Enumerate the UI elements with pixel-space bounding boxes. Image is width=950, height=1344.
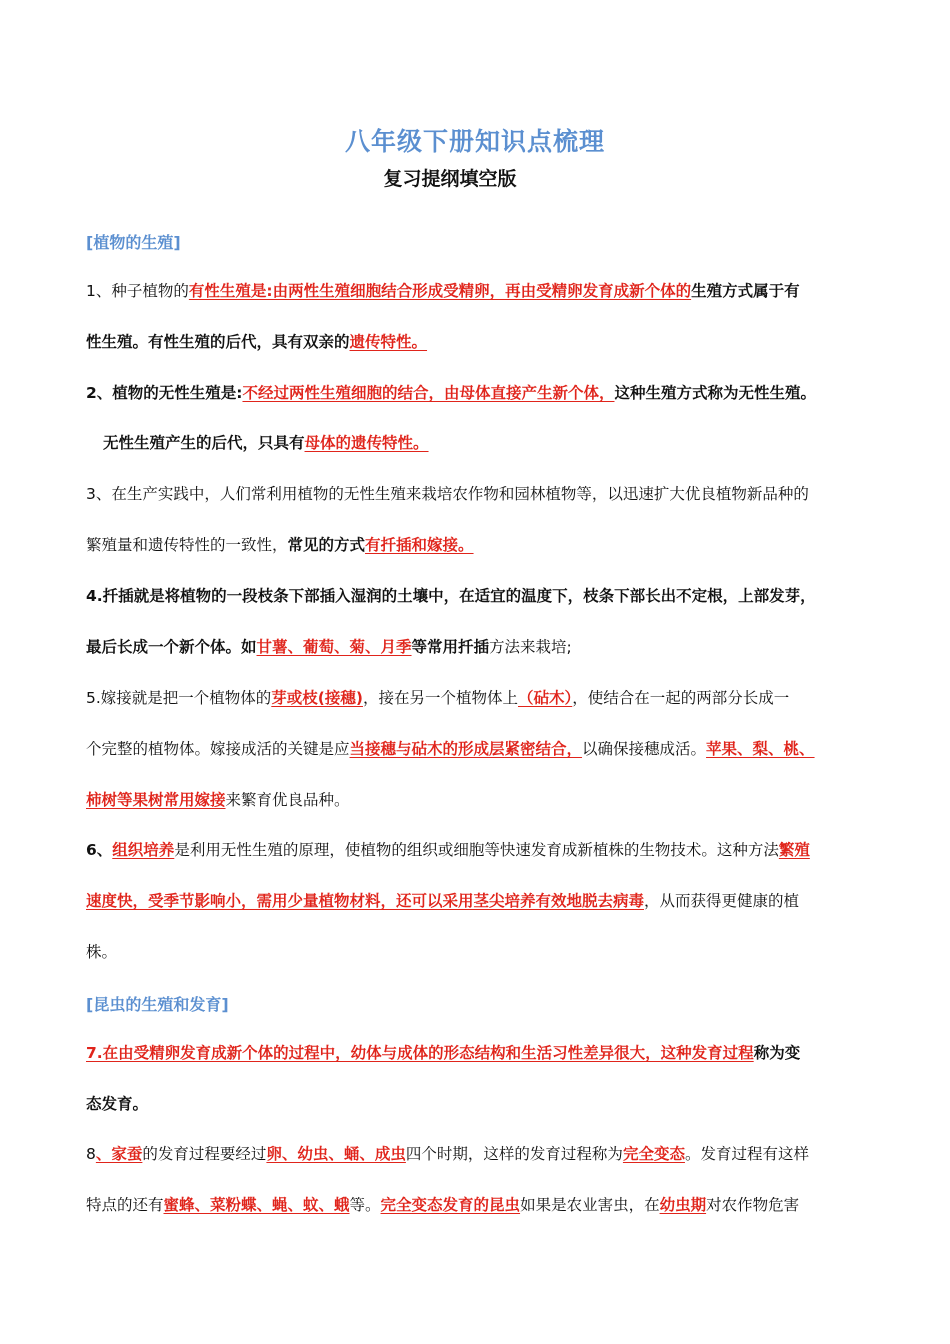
answer-blank: 完全变态 bbox=[622, 1145, 685, 1163]
paragraph-line: 8、家蚕的发育过程要经过卵、幼虫、蛹、成虫四个时期，这样的发育过程称为完全变态。发育过程有这样 bbox=[86, 1145, 809, 1163]
paragraph-line: 3、在生产实践中，人们常利用植物的无性生殖来栽培农作物和园林植物等，以迅速扩大优良植物新品种的 bbox=[86, 485, 809, 503]
answer-blank: 不经过两性生殖细胞的结合，由母体直接产生新个体， bbox=[242, 384, 615, 402]
paragraph-line: 特点的还有蜜蜂、菜粉蝶、蝇、蚊、蛾等。完全变态发育的昆虫如果是农业害虫，在幼虫期对农作物危害 bbox=[86, 1196, 800, 1214]
answer-blank: 蜜蜂、菜粉蝶、蝇、蚊、蛾 bbox=[163, 1196, 350, 1214]
paragraph-line: 繁殖量和遗传特性的一致性，常见的方式有扦插和嫁接。 bbox=[86, 536, 474, 554]
paragraph-line: 最后长成一个新个体。如甘薯、葡萄、菊、月季等常用扦插方法来栽培; bbox=[86, 638, 572, 656]
answer-blank: 遗传特性。 bbox=[349, 333, 428, 351]
page-subtitle: 复习提纲填空版 bbox=[383, 168, 517, 190]
answer-blank: 组织培养 bbox=[112, 841, 175, 859]
paragraph-line: 5.嫁接就是把一个植物体的芽或枝(接穗)，接在另一个植物体上（砧木），使结合在一起的两部分长成一 bbox=[86, 689, 790, 707]
answer-blank: 速度快，受季节影响小，需用少量植物材料，还可以采用茎尖培养有效地脱去病毒 bbox=[86, 892, 645, 910]
page-title: 八年级下册知识点梳理 bbox=[344, 127, 605, 156]
answer-blank: 有性生殖是:由两性生殖细胞结合形成受精卵，再由受精卵发育成新个体的 bbox=[188, 282, 692, 300]
answer-blank: 繁殖 bbox=[778, 841, 810, 859]
answer-blank: 卵、幼虫、蛹、成虫 bbox=[266, 1145, 406, 1163]
section-heading-plant-reproduction: [植物的生殖] bbox=[86, 233, 181, 252]
paragraph-line: 个完整的植物体。嫁接成活的关键是应当接穗与砧木的形成层紧密结合，以确保接穗成活。苹果、梨、桃、 bbox=[86, 740, 815, 758]
answer-blank: 苹果、梨、桃、 bbox=[706, 740, 815, 758]
paragraph-line: 2、植物的无性生殖是:不经过两性生殖细胞的结合，由母体直接产生新个体，这种生殖方式称为无性生殖。 bbox=[86, 384, 817, 402]
answer-blank: 、家蚕 bbox=[95, 1145, 143, 1163]
paragraph-line: 株。 bbox=[86, 943, 118, 961]
answer-blank: 甘薯、葡萄、菊、月季 bbox=[256, 638, 412, 656]
section-heading-insect-reproduction: [昆虫的生殖和发育] bbox=[86, 995, 229, 1014]
answer-blank: 有扦插和嫁接。 bbox=[365, 536, 474, 554]
answer-blank: 7.在由受精卵发育成新个体的过程中，幼体与成体的形态结构和生活习性差异很大，这种发育过程 bbox=[86, 1044, 754, 1062]
paragraph-line: 柿树等果树常用嫁接来繁育优良品种。 bbox=[86, 791, 350, 809]
paragraph-line: 4.扦插就是将植物的一段枝条下部插入湿润的土壤中，在适宜的温度下，枝条下部长出不定根，上部发芽， bbox=[86, 587, 816, 605]
paragraph-line: 无性生殖产生的后代，只具有母体的遗传特性。 bbox=[103, 434, 429, 452]
answer-blank: 当接穗与砧木的形成层紧密结合， bbox=[349, 740, 583, 758]
paragraph-line: 7.在由受精卵发育成新个体的过程中，幼体与成体的形态结构和生活习性差异很大，这种发育过程称为变 bbox=[86, 1044, 801, 1062]
paragraph-line: 1、种子植物的有性生殖是:由两性生殖细胞结合形成受精卵，再由受精卵发育成新个体的生殖方式属于有 bbox=[86, 282, 800, 300]
answer-blank: 幼虫期 bbox=[659, 1196, 707, 1214]
answer-blank: 母体的遗传特性。 bbox=[304, 434, 429, 452]
paragraph-line: 态发育。 bbox=[86, 1095, 149, 1113]
paragraph-line: 6、组织培养是利用无性生殖的原理，使植物的组织或细胞等快速发育成新植株的生物技术。这种方法繁殖 bbox=[86, 841, 810, 859]
paragraph-line: 速度快，受季节影响小，需用少量植物材料，还可以采用茎尖培养有效地脱去病毒，从而获得更健康的植 bbox=[86, 892, 800, 910]
answer-blank: （砧木） bbox=[517, 689, 573, 707]
answer-blank: 柿树等果树常用嫁接 bbox=[86, 791, 226, 809]
answer-blank: 完全变态发育的昆虫 bbox=[380, 1196, 521, 1214]
paragraph-line: 性生殖。有性生殖的后代，具有双亲的遗传特性。 bbox=[86, 333, 428, 351]
answer-blank: 芽或枝(接穗) bbox=[271, 689, 363, 707]
